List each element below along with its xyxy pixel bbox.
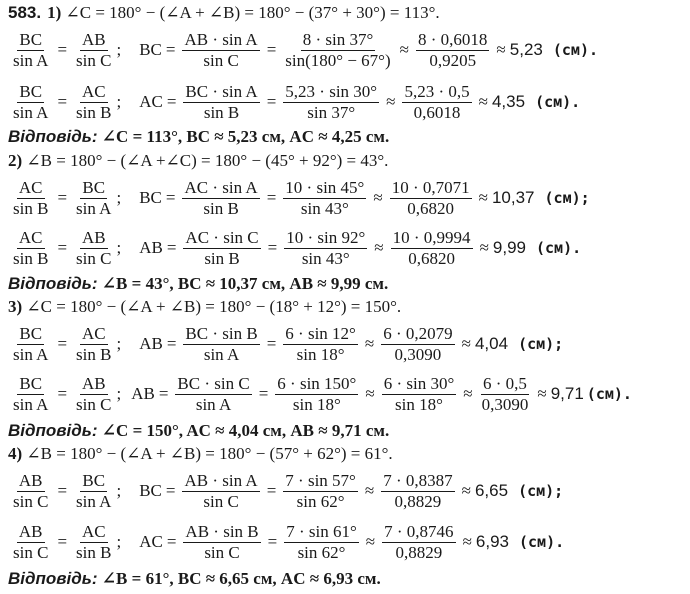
part1-marker: 1): [47, 3, 62, 22]
part3-header: ∠C = 180° − (∠A + ∠B) = 180° − (18° + 12°) = 150°.: [26, 297, 402, 316]
part4-answer: ∠B = 61°, BC ≈ 6,65 см, AC ≈ 6,93 см.: [101, 569, 381, 588]
part4-answer-line: Відповідь: ∠B = 61°, BC ≈ 6,65 см, AC ≈ 6,93 см.: [8, 569, 381, 588]
part3-header-line: 3) ∠C = 180° − (∠A + ∠B) = 180° − (18° + 12°) = 150°.: [8, 297, 402, 316]
part1-row2: $\frac{BC}{\text{sin A}}$ = $\frac{AC}{\text{sin B}}$ ; AC = $\frac{\text{BC · sin A}}{\text{sin B}}$ = $\frac{5,23 \cdot \sin 30^\circ}{\sin 37^\circ}$ ≈ $\frac{5,23 \cdot 0,5}{0,6018}$ ≈ 4,35 (см).: [13, 81, 581, 122]
part2-header-line: 2) ∠B = 180° − (∠A +∠C) = 180° − (45° + 92°) = 43°.: [8, 151, 389, 170]
answer-label: Відповідь:: [8, 127, 98, 146]
part3-row2: $\frac{BC}{\text{sin A}}$ = $\frac{AB}{\text{sin C}}$ ; AB = $\frac{\text{BC · sin C}}{\text{sin A}}$ = $\frac{6 \cdot \sin 150^\circ}{\sin 18^\circ}$ ≈ $\frac{6 \cdot \sin 30^\circ}{\sin 18^\circ}$ ≈ $\frac{6 \cdot 0,5}{0,3090}$ ≈ 9,71 (см).: [13, 373, 632, 414]
problem-number: 583.: [8, 3, 42, 22]
part4-header: ∠B = 180° − (∠A + ∠B) = 180° − (57° + 62°) = 61°.: [26, 444, 393, 463]
frac-numeric: $\frac{8 \cdot 0,6018}{0,9205}$: [418, 29, 488, 70]
part2-row1: $\frac{AC}{\text{sin B}}$ = $\frac{BC}{\text{sin A}}$ ; BC = $\frac{\text{AC · sin A}}{\text{sin B}}$ = $\frac{10 \cdot \sin 45^\circ}{\sin 43^\circ}$ ≈ $\frac{10 \cdot 0,7071}{0,6820}$ ≈ 10,37 (см);: [13, 177, 590, 218]
frac-lhs-1: $\frac{BC}{\text{sin A}}$: [13, 29, 49, 70]
solved-side: BC: [139, 40, 162, 59]
part4-row2: $\frac{AB}{\text{sin C}}$ = $\frac{AC}{\text{sin B}}$ ; AC = $\frac{\text{AB · sin B}}{\text{sin C}}$ = $\frac{7 \cdot \sin 61^\circ}{\sin 62^\circ}$ ≈ $\frac{7 \cdot 0,8746}{0,8829}$ ≈ 6,93 (см).: [13, 521, 565, 562]
part2-answer-line: Відповідь: ∠B = 43°, BC ≈ 10,37 см, AB ≈ 9,99 см.: [8, 274, 389, 293]
part4-header-line: 4) ∠B = 180° − (∠A + ∠B) = 180° − (57° + 62°) = 61°.: [8, 444, 393, 463]
part2-row2: $\frac{AC}{\text{sin B}}$ = $\frac{AB}{\text{sin C}}$ ; AB = $\frac{\text{AC · sin C}}{\text{sin B}}$ = $\frac{10 \cdot \sin 92^\circ}{\sin 43^\circ}$ ≈ $\frac{10 \cdot 0,9994}{0,6820}$ ≈ 9,99 (см).: [13, 227, 582, 268]
part1-answer-line: [8, 126, 686, 148]
part2-header: ∠B = 180° − (∠A +∠C) = 180° − (45° + 92°) = 43°.: [26, 151, 389, 170]
part3-answer-line: Відповідь: ∠C = 150°, AC ≈ 4,04 см, AB ≈ 9,71 см.: [8, 421, 390, 440]
part1-header-line: [8, 2, 686, 24]
frac-lhs-2: $\frac{AB}{\text{sin C}}$: [76, 29, 112, 70]
part4-row1: $\frac{AB}{\text{sin C}}$ = $\frac{BC}{\text{sin A}}$ ; BC = $\frac{\text{AB · sin A}}{\text{sin C}}$ = $\frac{7 \cdot \sin 57^\circ}{\sin 62^\circ}$ ≈ $\frac{7 \cdot 0,8387}{0,8829}$ ≈ 6,65 (см);: [13, 470, 564, 511]
part1-header: ∠C = 180° − (∠A + ∠B) = 180° − (37° + 30°) = 113°.: [65, 3, 440, 22]
part2-answer: ∠B = 43°, BC ≈ 10,37 см, AB ≈ 9,99 см.: [101, 274, 389, 293]
part1-answer: ∠C = 113°, BC ≈ 5,23 см, AC ≈ 4,25 см.: [101, 127, 390, 146]
result-unit: (см).: [552, 41, 599, 59]
frac-formula: $\frac{\text{AB · sin A}}{\text{sin C}}$: [184, 29, 258, 70]
frac-substituted: $\frac{8 \cdot \sin 37^\circ}{\sin(180^\circ - 67^\circ)}$: [285, 29, 391, 70]
part3-answer: ∠C = 150°, AC ≈ 4,04 см, AB ≈ 9,71 см.: [101, 421, 390, 440]
result-value: 5,23: [509, 40, 543, 59]
part1-row1: $\frac{BC}{\text{sin A}}$ = $\frac{AB}{\text{sin C}}$ ; BC = $\frac{\text{AB · sin A}}{\text{sin C}}$ = $\frac{8 \cdot \sin 37^\circ}{\sin(180^\circ - 67^\circ)}$ ≈ $\frac{8 \cdot 0,6018}{0,9205}$ ≈ 5,23 (см).: [13, 29, 599, 70]
part3-row1: $\frac{BC}{\text{sin A}}$ = $\frac{AC}{\text{sin B}}$ ; AB = $\frac{\text{BC · sin B}}{\text{sin A}}$ = $\frac{6 \cdot \sin 12^\circ}{\sin 18^\circ}$ ≈ $\frac{6 \cdot 0,2079}{0,3090}$ ≈ 4,04 (см);: [13, 323, 564, 364]
